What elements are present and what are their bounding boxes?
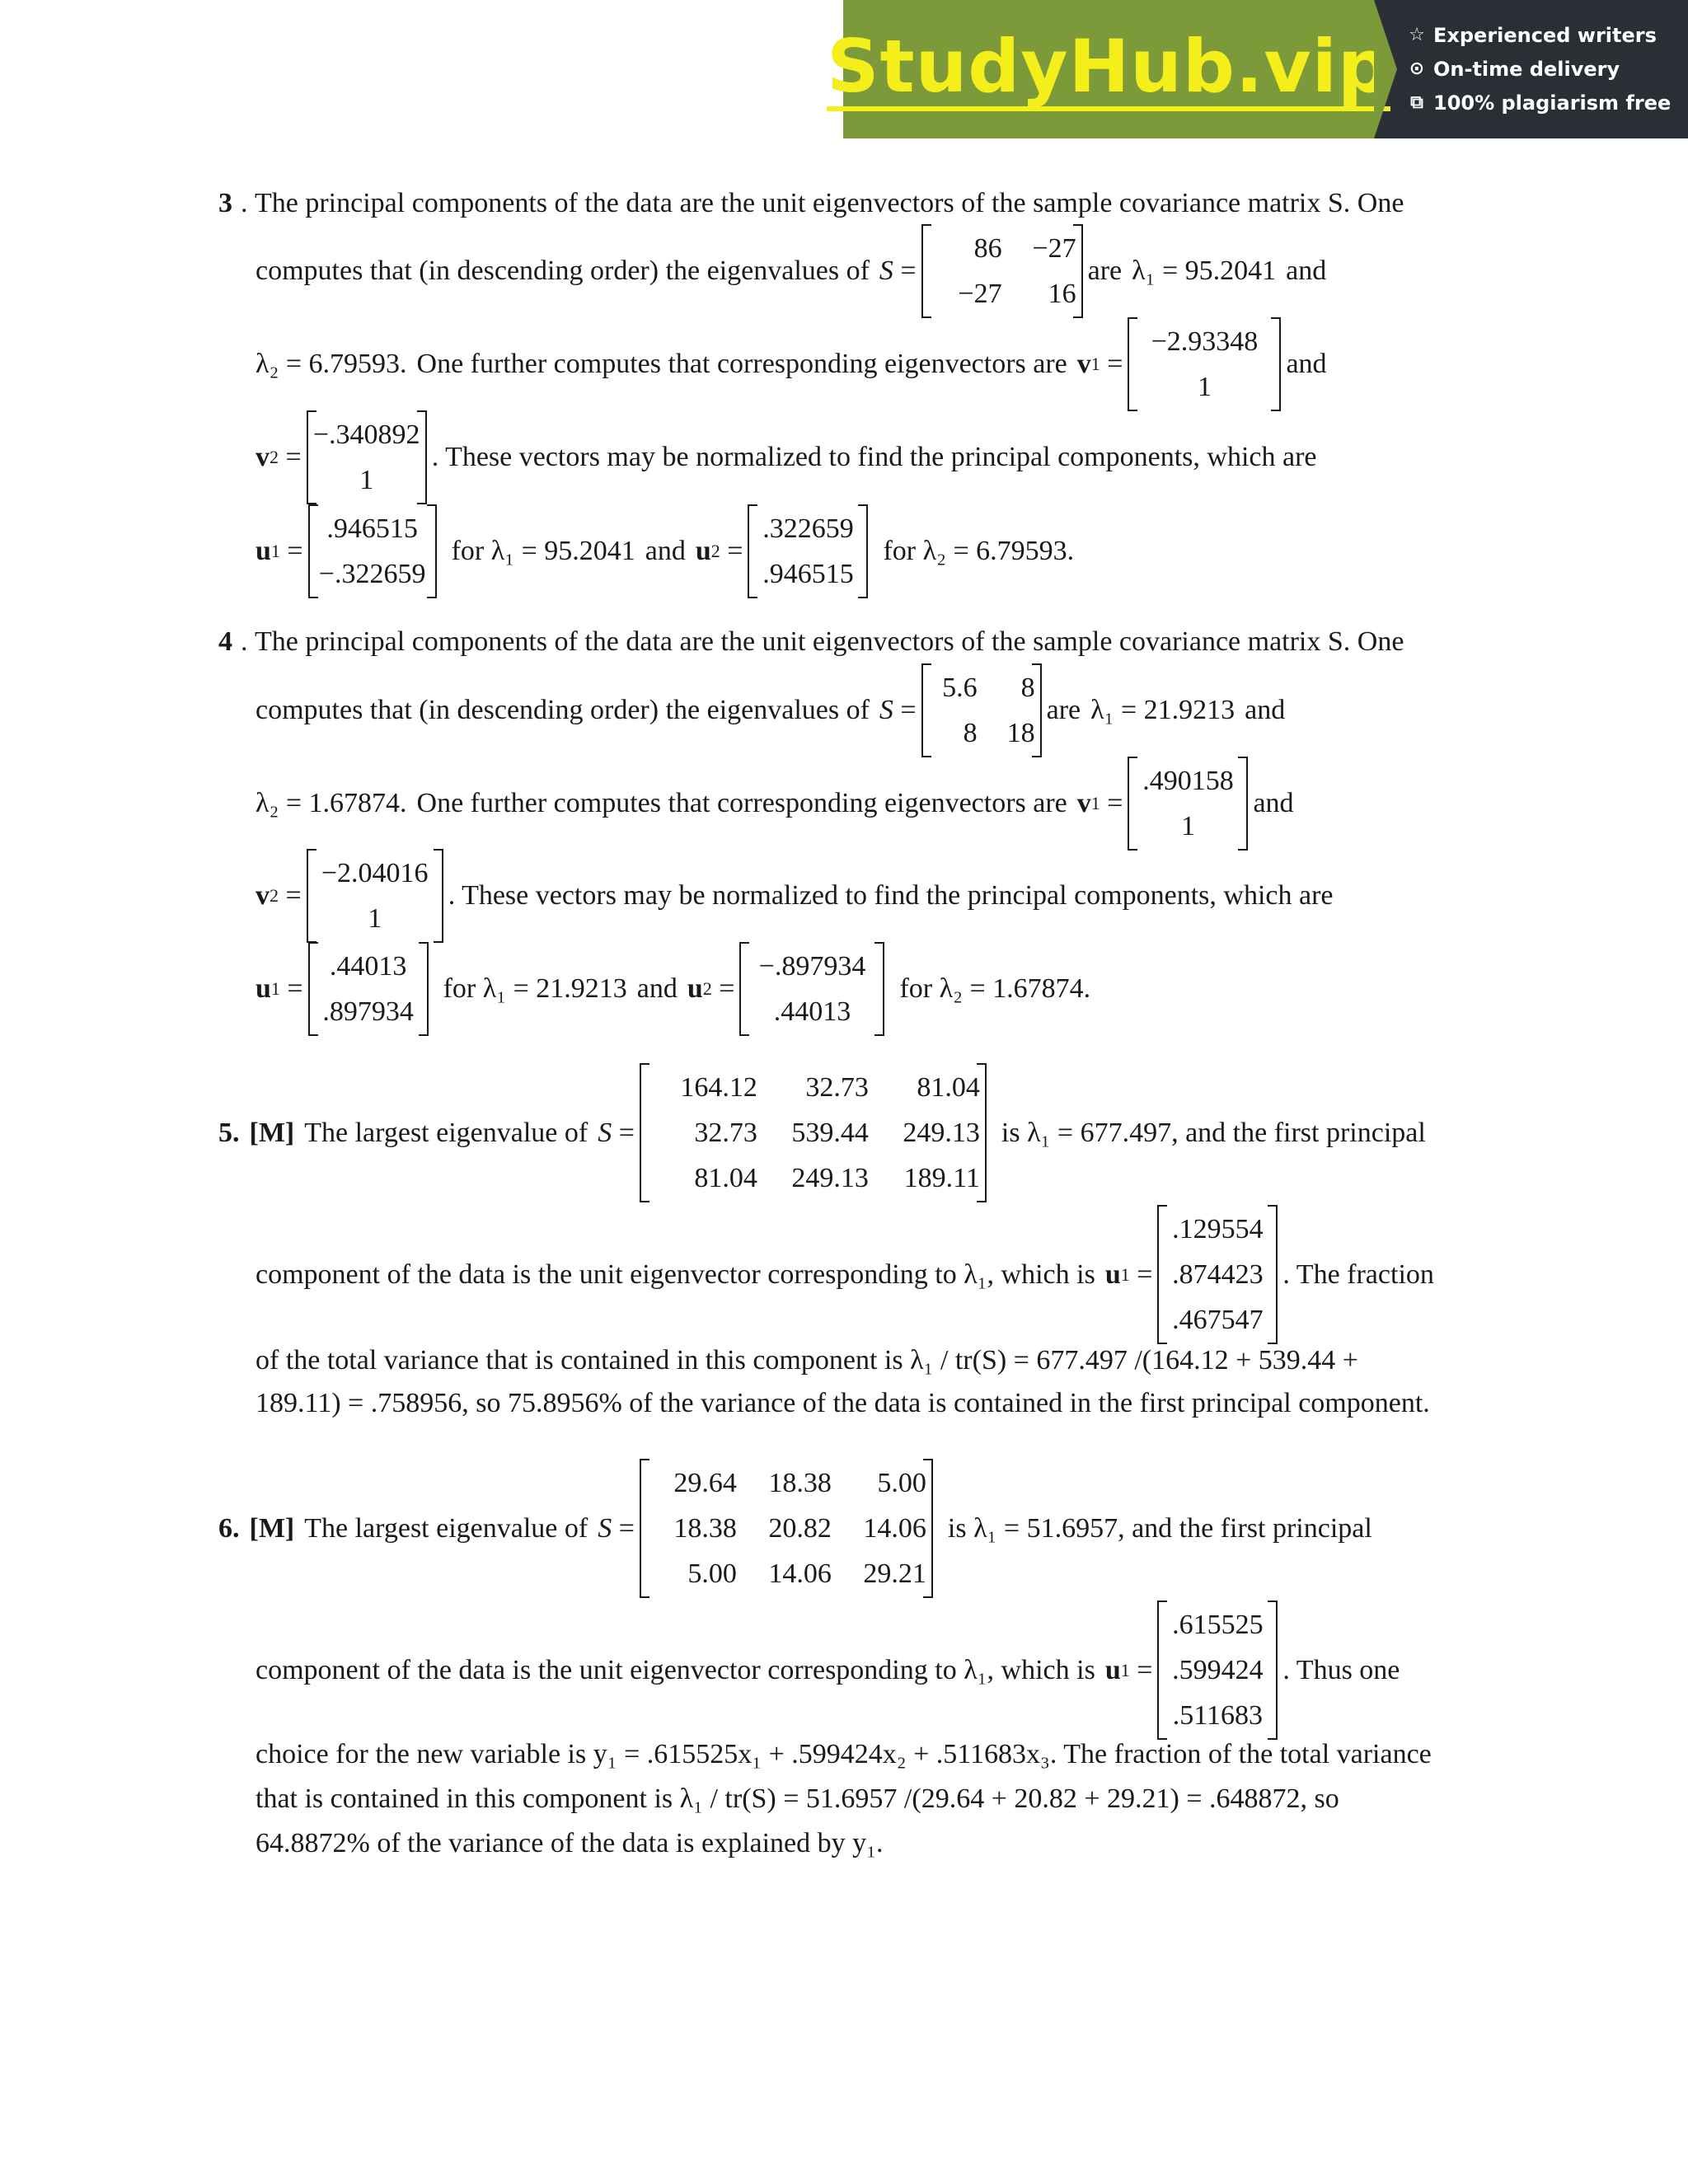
text: are (1046, 695, 1081, 725)
text: One further computes that corresponding eigenvectors are (416, 349, 1067, 379)
text: is λ₁ = 51.6957, and the first principal (947, 1512, 1372, 1544)
problem-3-intro: 3 . The principal components of the data are the unit eigenvectors of the sample covariance matrix S. One (218, 188, 1404, 218)
feature-item (1407, 18, 1671, 52)
problem-3-principal-components: u 1 = .946515 −.322659 for λ₁ = 95.2041 and u 2 = .322659 .946515 for λ₂ = 6.79593. (256, 504, 1074, 598)
problem-6-fraction-line-2 (256, 1828, 884, 1859)
problem-4-eigenvalues: computes that (in descending order) the eigenvalues of S = 5.6 8 8 18 are λ₁ = 21.9213 and (256, 663, 1285, 757)
matrix-cell: 16 (1048, 279, 1076, 309)
vector-u1 (1157, 1205, 1278, 1344)
matrix-cell: 14.06 (863, 1513, 926, 1544)
text: of the total variance that is contained in this component is λ₁ / tr(S) = 677.497 /(164.12 + 539.44 + (256, 1345, 1358, 1376)
banner-arrow-decoration (1374, 0, 1397, 138)
feature-item (1407, 86, 1671, 120)
vector-cell: −.897934 (758, 951, 866, 982)
vector-cell: 1 (1180, 811, 1195, 841)
vector-u1 (308, 942, 429, 1036)
text: . These vectors may be normalized to find the principal components, which are (448, 880, 1334, 911)
feature-label: 100% plagiarism free (1433, 91, 1672, 115)
text: The largest eigenvalue of (304, 1117, 588, 1148)
matrix-S (640, 1459, 933, 1598)
lambda-1: λ₁ = 21.9213 (1090, 695, 1236, 725)
text: and (645, 536, 686, 566)
vector-cell: .897934 (322, 996, 414, 1027)
lambda-2: λ₂ = 1.67874. (256, 788, 407, 818)
vector-cell: .44013 (773, 996, 851, 1027)
text: 189.11) = .758956, so 75.8956% of the variance of the data is contained in the first principal component. (256, 1388, 1430, 1418)
problem-number: 4 (218, 626, 232, 657)
matrix-cell: 32.73 (805, 1072, 869, 1103)
clock-icon: ⊙ (1409, 59, 1425, 79)
text: The largest eigenvalue of (304, 1512, 588, 1544)
vector-cell: .490158 (1142, 766, 1234, 796)
problem-number: 6. (218, 1512, 240, 1544)
text: and (1245, 695, 1286, 725)
matrix-cell: 8 (963, 718, 978, 748)
text: for λ₂ = 1.67874. (899, 973, 1091, 1004)
star-icon: ☆ (1409, 25, 1425, 45)
vector-cell: .322659 (762, 513, 854, 544)
lambda-1: λ₁ = 95.2041 (1132, 255, 1277, 286)
matrix-cell: 5.6 (942, 673, 978, 703)
matrix-cell: −27 (958, 279, 1002, 309)
banner-features (1407, 18, 1671, 120)
matrix-cell: 86 (973, 233, 1002, 264)
matrix-cell: 249.13 (903, 1118, 980, 1148)
text: and (1286, 255, 1327, 286)
vector-cell: .615525 (1172, 1610, 1264, 1640)
problem-tag: [M] (249, 1512, 295, 1544)
matrix-cell: 14.06 (768, 1558, 832, 1589)
vector-cell: .599424 (1172, 1655, 1264, 1685)
problem-6-statement: 6. [M] The largest eigenvalue of S = 29.64 18.38 5.00 18.38 20.82 14.06 5.00 14.06 29.21 is λ₁ = 51.6957, and the first principal (218, 1459, 1372, 1598)
text: One further computes that corresponding eigenvectors are (416, 788, 1067, 818)
lambda-2: λ₂ = 6.79593. (256, 349, 407, 379)
vector-v1 (1128, 757, 1248, 851)
vector-cell: .874423 (1172, 1259, 1264, 1290)
matrix-cell: 18.38 (673, 1513, 737, 1544)
problem-text: The principal components of the data are the unit eigenvectors of the sample covariance matrix S. One (255, 626, 1404, 657)
problem-3-v2: v 2 = −.340892 1 . These vectors may be normalized to find the principal components, which are (256, 410, 1317, 504)
vector-cell: −2.93348 (1151, 326, 1259, 357)
matrix-cell: 5.00 (877, 1468, 926, 1498)
matrix-cell: 18.38 (768, 1468, 832, 1498)
matrix-cell: 539.44 (791, 1118, 869, 1148)
vector-u1 (308, 504, 437, 598)
problem-4-intro: 4 . The principal components of the data are the unit eigenvectors of the sample covariance matrix S. One (218, 626, 1404, 657)
matrix-cell: 32.73 (694, 1118, 757, 1148)
matrix-cell: 18 (1006, 718, 1035, 748)
text: and (1286, 349, 1327, 379)
text: computes that (in descending order) the eigenvalues of (256, 255, 870, 286)
problem-4-eigenvectors: λ₂ = 1.67874. One further computes that corresponding eigenvectors are v 1 = .490158 1 and (256, 757, 1294, 851)
text: component of the data is the unit eigenvector corresponding to λ₁, which is (256, 1654, 1095, 1685)
text: are (1087, 255, 1123, 286)
problem-3-eigenvalues: computes that (in descending order) the eigenvalues of S = 86 −27 −27 16 are λ₁ = 95.2041 and (256, 224, 1326, 318)
problem-tag: [M] (249, 1117, 295, 1148)
vector-cell: −.340892 (312, 419, 420, 450)
problem-4-principal-components: u 1 = .44013 .897934 for λ₁ = 21.9213 and u 2 = −.897934 .44013 for λ₂ = 1.67874. (256, 942, 1090, 1036)
matrix-cell: 29.21 (863, 1558, 926, 1589)
problem-number: 5. (218, 1117, 240, 1148)
text: computes that (in descending order) the eigenvalues of (256, 695, 870, 725)
problem-number: 3 (218, 188, 232, 218)
studyhub-banner[interactable] (827, 0, 1688, 138)
matrix-cell: 29.64 (673, 1468, 737, 1498)
text: that is contained in this component is λ₁ / tr(S) = 51.6957 /(29.64 + 20.82 + 29.21) = .648872, so (256, 1783, 1339, 1814)
vector-cell: 1 (1197, 372, 1212, 402)
text: for λ₂ = 6.79593. (883, 536, 1075, 566)
problem-5-statement: 5. [M] The largest eigenvalue of S = 164.12 32.73 81.04 32.73 539.44 249.13 81.04 249.13 189.11 is λ₁ = 677.497, and the first principal (218, 1063, 1426, 1202)
text: and (1253, 788, 1294, 818)
problem-text: The principal components of the data are the unit eigenvectors of the sample covariance matrix S. One (255, 188, 1404, 218)
text: for λ₁ = 21.9213 (443, 973, 627, 1004)
vector-v1 (1128, 317, 1281, 411)
vector-cell: 1 (359, 465, 374, 495)
vector-v2 (307, 410, 427, 504)
studyhub-logo[interactable]: StudyHub.vip (827, 27, 1390, 111)
vector-u2 (739, 942, 884, 1036)
matrix-cell: 8 (1020, 673, 1035, 703)
vector-cell: .946515 (762, 559, 854, 589)
problem-4-v2: v 2 = −2.04016 1 . These vectors may be normalized to find the principal components, which are (256, 849, 1334, 943)
text: component of the data is the unit eigenvector corresponding to λ₁, which is (256, 1258, 1095, 1290)
problem-5-fraction-line-2 (256, 1388, 1430, 1419)
text: is λ₁ = 677.497, and the first principal (1001, 1117, 1426, 1148)
feature-item (1407, 52, 1671, 86)
vector-u1 (1157, 1601, 1278, 1740)
copy-icon: ⧉ (1410, 92, 1423, 113)
problem-6-choice (256, 1739, 1432, 1770)
vector-cell: .44013 (329, 951, 407, 982)
matrix-cell: 249.13 (791, 1163, 869, 1193)
vector-cell: −.322659 (318, 559, 426, 589)
matrix-cell: −27 (1032, 233, 1076, 264)
matrix-S (921, 663, 1042, 757)
vector-v2 (307, 849, 443, 943)
text: . The fraction (1282, 1258, 1434, 1290)
matrix-cell: 189.11 (903, 1163, 980, 1193)
problem-5-component: component of the data is the unit eigenvector corresponding to λ₁, which is u 1 = .129554 .874423 .467547 . The fraction (256, 1205, 1434, 1344)
vector-cell: .129554 (1172, 1214, 1264, 1244)
text: choice for the new variable is y₁ = .615525x₁ + .599424x₂ + .511683x₃. The fraction of the total variance (256, 1739, 1432, 1769)
problem-6-component: component of the data is the unit eigenvector corresponding to λ₁, which is u 1 = .615525 .599424 .511683 . Thus one (256, 1601, 1400, 1740)
logo-box[interactable] (827, 0, 1390, 138)
text: and (636, 973, 678, 1004)
vector-cell: .946515 (326, 513, 418, 544)
matrix-cell: 81.04 (694, 1163, 757, 1193)
problem-6-fraction-line-1 (256, 1783, 1339, 1815)
matrix-cell: 81.04 (917, 1072, 980, 1103)
vector-cell: .511683 (1172, 1700, 1264, 1731)
vector-u2 (748, 504, 868, 598)
matrix-cell: 5.00 (687, 1558, 737, 1589)
text: . These vectors may be normalized to find the principal components, which are (431, 442, 1317, 472)
problem-3-eigenvectors: λ₂ = 6.79593. One further computes that corresponding eigenvectors are v 1 = −2.93348 1 and (256, 317, 1327, 411)
matrix-cell: 20.82 (768, 1513, 832, 1544)
vector-cell: 1 (368, 903, 382, 934)
problem-5-fraction-line-1 (256, 1345, 1358, 1376)
matrix-cell: 164.12 (680, 1072, 757, 1103)
matrix-S (921, 224, 1083, 318)
text: for λ₁ = 95.2041 (451, 536, 635, 566)
feature-label: On-time delivery (1433, 57, 1620, 81)
matrix-S (640, 1063, 987, 1202)
vector-cell: −2.04016 (321, 858, 429, 888)
text: . Thus one (1282, 1654, 1400, 1685)
feature-label: Experienced writers (1433, 23, 1657, 47)
vector-cell: .467547 (1172, 1305, 1264, 1335)
text: 64.8872% of the variance of the data is explained by y₁. (256, 1828, 884, 1858)
